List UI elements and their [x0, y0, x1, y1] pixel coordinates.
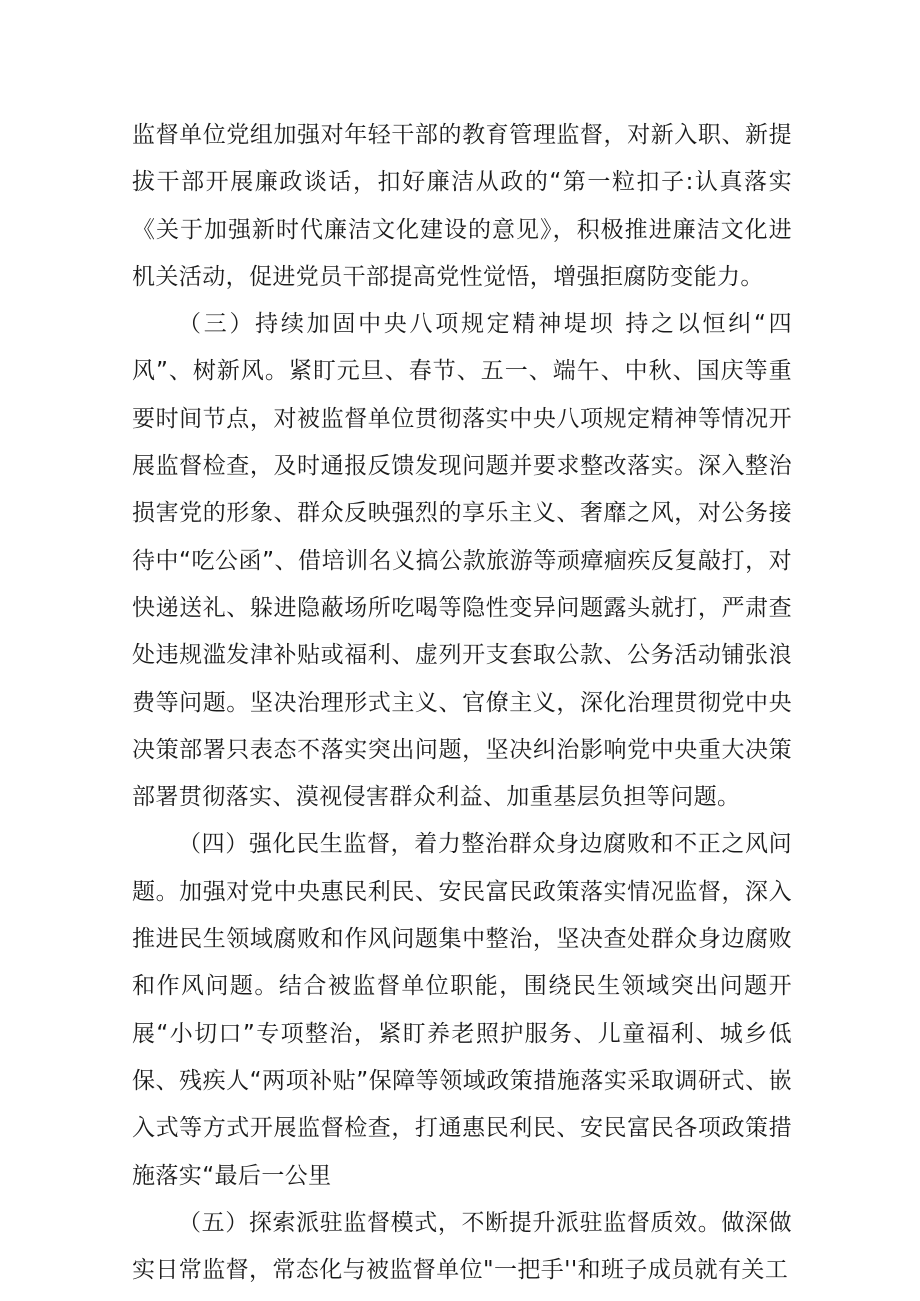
paragraph-3-section-four: （四）强化民生监督，着力整治群众身边腐败和不正之风问题。加强对党中央惠民利民、安民富民政策落实情况监督，深入推进民生领域腐败和作风问题集中整治，坚决查处群众身边腐败和作风问题。结合被监督单位职能，围绕民生领域突出问题开展“小切口”专项整治，紧盯养老照护服务、儿童福利、城乡低保、残疾人“两项补贴”保障等领域政策措施落实采取调研式、嵌入式等方式开展监督检查，打通惠民利民、安民富民各项政策措施落实“最后一公里: [132, 831, 792, 1189]
paragraph-4-section-five: （五）探索派驻监督模式，不断提升派驻监督质效。做深做实日常监督，常态化与被监督单位"一把手''和班子成员就有关工: [132, 1209, 792, 1284]
paragraph-2-section-three: （三）持续加固中央八项规定精神堤坝 持之以恒纠“四风”、树新风。紧盯元旦、春节、五一、端午、中秋、国庆等重要时间节点，对被监督单位贯彻落实中央八项规定精神等情况开展监督检查，及时通报反馈发现问题并要求整改落实。深入整治损害党的形象、群众反映强烈的享乐主义、奢靡之风，对公务接待中“吃公函”、借培训名义搞公款旅游等顽瘴痼疾反复敲打，对快递送礼、躲进隐蔽场所吃喝等隐性变异问题露头就打，严肃查处违规滥发津补贴或福利、虚列开支套取公款、公务活动铺张浪费等问题。坚决治理形式主义、官僚主义，深化治理贯彻党中央决策部署只表态不落实突出问题，坚决纠治影响党中央重大决策部署贯彻落实、漠视侵害群众利益、加重基层负担等问题。: [132, 311, 792, 811]
paragraph-1: 监督单位党组加强对年轻干部的教育管理监督，对新入职、新提拔干部开展廉政谈话，扣好廉洁从政的“第一粒扣子:认真落实《关于加强新时代廉洁文化建设的意见》，积极推进廉洁文化进机关活动，促进党员干部提高党性觉悟，增强拒腐防变能力。: [132, 122, 792, 290]
document-page: [132, 112, 792, 1294]
